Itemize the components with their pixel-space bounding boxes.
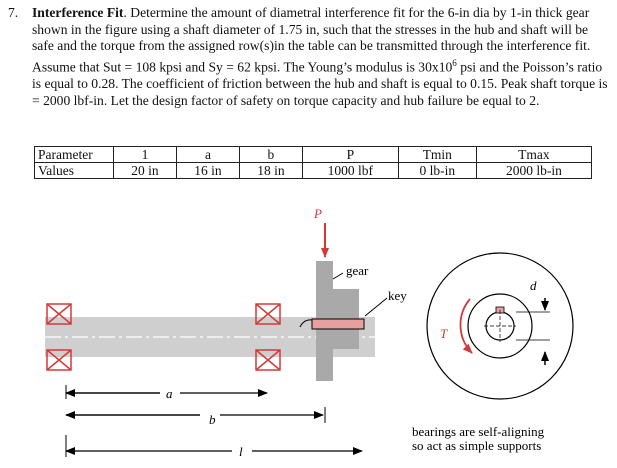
dimension-a-label: a — [166, 386, 173, 401]
shaft-gear-figure — [0, 195, 617, 468]
table-values-row — [35, 163, 592, 179]
dimension-b — [66, 407, 325, 423]
dimension-l — [66, 435, 362, 457]
gear-label: gear — [346, 263, 369, 278]
key-label: key — [388, 288, 407, 303]
problem-title: Interference Fit — [32, 5, 124, 20]
caption-line-1: bearings are self-aligning — [412, 424, 545, 439]
problem-number: 7. — [8, 5, 19, 20]
problem-body — [32, 5, 608, 109]
table-cell: 1 — [114, 147, 177, 163]
table-cell: 18 in — [239, 163, 302, 179]
table-cell: Parameter — [35, 147, 114, 163]
exponent: 6 — [452, 57, 457, 68]
dimension-b-label: b — [209, 412, 216, 427]
problem-text-2: psi and the Poisson’s ratio is equal to 0.28. The coefficient of friction between the hub and shaft is equal to 0.15. Peak shaft torque is = 2000 lbf-in. Let the design factor of safety on torque capacity and hub failure be equal to 2. — [32, 59, 608, 108]
table-cell: b — [239, 147, 302, 163]
table-cell: 2000 lb-in — [476, 163, 591, 179]
problem-text-1: . Determine the amount of diametral interference fit for the 6-in dia by 1-in thick gear shown in the figure using a shaft diameter of 1.75 in, such that the stresses in the hub and shaft will be safe and the torque from the assigned row(s)in the table can be transmitted through the interference fit. Assume that Sut = 108 kpsi and Sy = 62 kpsi. The Young’s modulus is 30x10 — [32, 5, 591, 75]
key-label-leader — [365, 298, 387, 316]
load-label: P — [314, 206, 322, 221]
key — [312, 319, 364, 329]
table-cell: 20 in — [114, 163, 177, 179]
diameter-label: d — [530, 278, 537, 293]
table-cell: a — [176, 147, 239, 163]
problem-statement — [8, 5, 608, 109]
caption-line-2: so act as simple supports — [412, 438, 542, 453]
dimension-l-label: l — [239, 444, 243, 459]
torque-label: T — [440, 326, 448, 341]
table-cell: 0 lb-in — [398, 163, 476, 179]
table-header-row — [35, 147, 592, 163]
parameter-table — [34, 146, 592, 179]
gear-end-view — [427, 253, 573, 399]
gear-leader — [333, 273, 343, 279]
table-cell: Tmax — [476, 147, 591, 163]
torque-arrow — [460, 299, 472, 353]
table-cell: Tmin — [398, 147, 476, 163]
table-cell: P — [302, 147, 398, 163]
table-cell: 1000 lbf — [302, 163, 398, 179]
table-cell: 16 in — [176, 163, 239, 179]
table-cell: Values — [35, 163, 114, 179]
